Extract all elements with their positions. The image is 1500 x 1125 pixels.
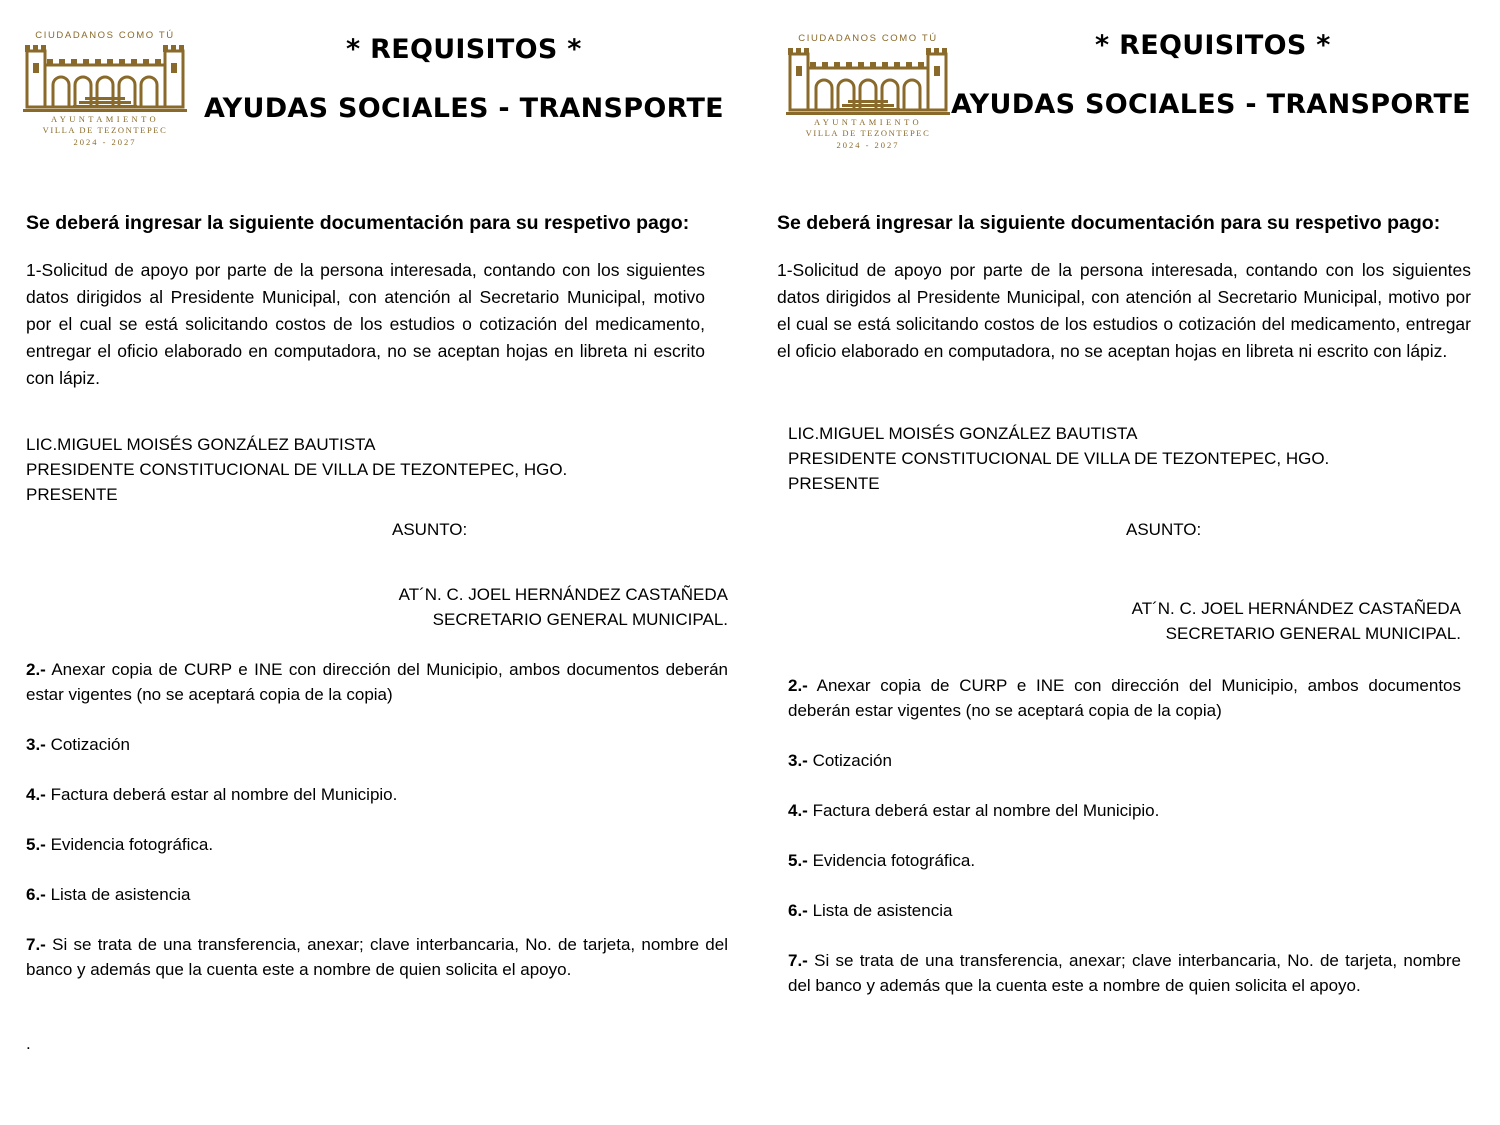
attention-position: SECRETARIO GENERAL MUNICIPAL. [1165,624,1461,643]
trailing-dot: . [26,1034,31,1053]
list-item: 7.- Si se trata de una transferencia, anexar; clave interbancaria, No. de tarjeta, nombre del banco y además que la cuenta este a nombre de quien solicita el apoyo. [26,935,728,979]
requirement-1: 1-Solicitud de apoyo por parte de la persona interesada, contando con los siguientes datos dirigidos al Presidente Municipal, con atención al Secretario Municipal, motivo por el cual se está solicitando costos de los estudios o cotización del medicamento, entregar el oficio elaborado en computadora, no se aceptan hojas en libreta ni escrito con lápiz. [26,260,705,388]
title-ayudas-sociales: AYUDAS SOCIALES - TRANSPORTE [951,89,1471,120]
logo-municipality-name: VILLA DE TEZONTEPEC [42,125,168,135]
asunto-label: ASUNTO: [392,520,468,539]
logo-slogan: CIUDADANOS COMO TÚ [35,30,175,41]
logo-ayuntamiento: AYUNTAMIENTO [813,117,923,127]
title-requisitos: * REQUISITOS * [1095,30,1331,61]
requirement-1: 1-Solicitud de apoyo por parte de la persona interesada, contando con los siguientes datos dirigidos al Presidente Municipal, con atención al Secretario Municipal, motivo por el cual se está solicitando costos de los estudios o cotización del medicamento, entregar el oficio elaborado en computadora, no se aceptan hojas en libreta ni escrito con lápiz. [777,260,1471,361]
attention-block [1132,596,1461,646]
addressee-presente: PRESENTE [26,485,118,504]
addressee-position: PRESIDENTE CONSTITUCIONAL DE VILLA DE TEZONTEPEC, HGO. [26,460,568,479]
list-item: 3.- Cotización [26,735,130,754]
logo-years: 2024 - 2027 [836,140,900,150]
attention-name: AT´N. C. JOEL HERNÁNDEZ CASTAÑEDA [1131,599,1461,618]
list-item: 3.- Cotización [788,751,892,770]
attention-name: AT´N. C. JOEL HERNÁNDEZ CASTAÑEDA [398,585,728,604]
logo-municipality-name: VILLA DE TEZONTEPEC [805,128,931,138]
intro-heading: Se deberá ingresar la siguiente documentación para su respetivo pago: [777,212,1441,234]
list-item: 4.- Factura deberá estar al nombre del Municipio. [26,785,398,804]
asunto-label: ASUNTO: [1126,520,1202,539]
logo-years: 2024 - 2027 [73,137,137,147]
addressee-block [26,432,567,507]
title-requisitos: * REQUISITOS * [346,34,582,65]
attention-block [399,582,728,632]
municipality-logo [783,33,953,153]
castle-icon [786,44,950,116]
list-item: 5.- Evidencia fotográfica. [788,851,976,870]
list-item: 5.- Evidencia fotográfica. [26,835,214,854]
right-page [750,0,1500,1125]
list-item: 7.- Si se trata de una transferencia, anexar; clave interbancaria, No. de tarjeta, nombre del banco y además que la cuenta este a nombre de quien solicita el apoyo. [788,951,1461,995]
attention-position: SECRETARIO GENERAL MUNICIPAL. [432,610,728,629]
intro-heading: Se deberá ingresar la siguiente documentación para su respetivo pago: [26,212,690,234]
addressee-position: PRESIDENTE CONSTITUCIONAL DE VILLA DE TEZONTEPEC, HGO. [788,449,1330,468]
logo-ayuntamiento: AYUNTAMIENTO [50,114,160,124]
list-item: 2.- Anexar copia de CURP e INE con dirección del Municipio, ambos documentos deberán estar vigentes (no se aceptará copia de la copia) [788,676,1461,720]
castle-icon [23,41,187,113]
requirements-list [26,657,728,1007]
addressee-presente: PRESENTE [788,474,880,493]
title-ayudas-sociales: AYUDAS SOCIALES - TRANSPORTE [204,93,724,124]
list-item: 2.- Anexar copia de CURP e INE con dirección del Municipio, ambos documentos deberán estar vigentes (no se aceptará copia de la copia) [26,660,728,704]
list-item: 6.- Lista de asistencia [26,885,191,904]
list-item: 6.- Lista de asistencia [788,901,953,920]
municipality-logo [20,30,190,150]
addressee-name: LIC.MIGUEL MOISÉS GONZÁLEZ BAUTISTA [788,424,1138,443]
requirements-list [788,673,1461,1023]
list-item: 4.- Factura deberá estar al nombre del Municipio. [788,801,1160,820]
logo-slogan: CIUDADANOS COMO TÚ [798,33,938,44]
addressee-block [788,421,1329,496]
addressee-name: LIC.MIGUEL MOISÉS GONZÁLEZ BAUTISTA [26,435,376,454]
